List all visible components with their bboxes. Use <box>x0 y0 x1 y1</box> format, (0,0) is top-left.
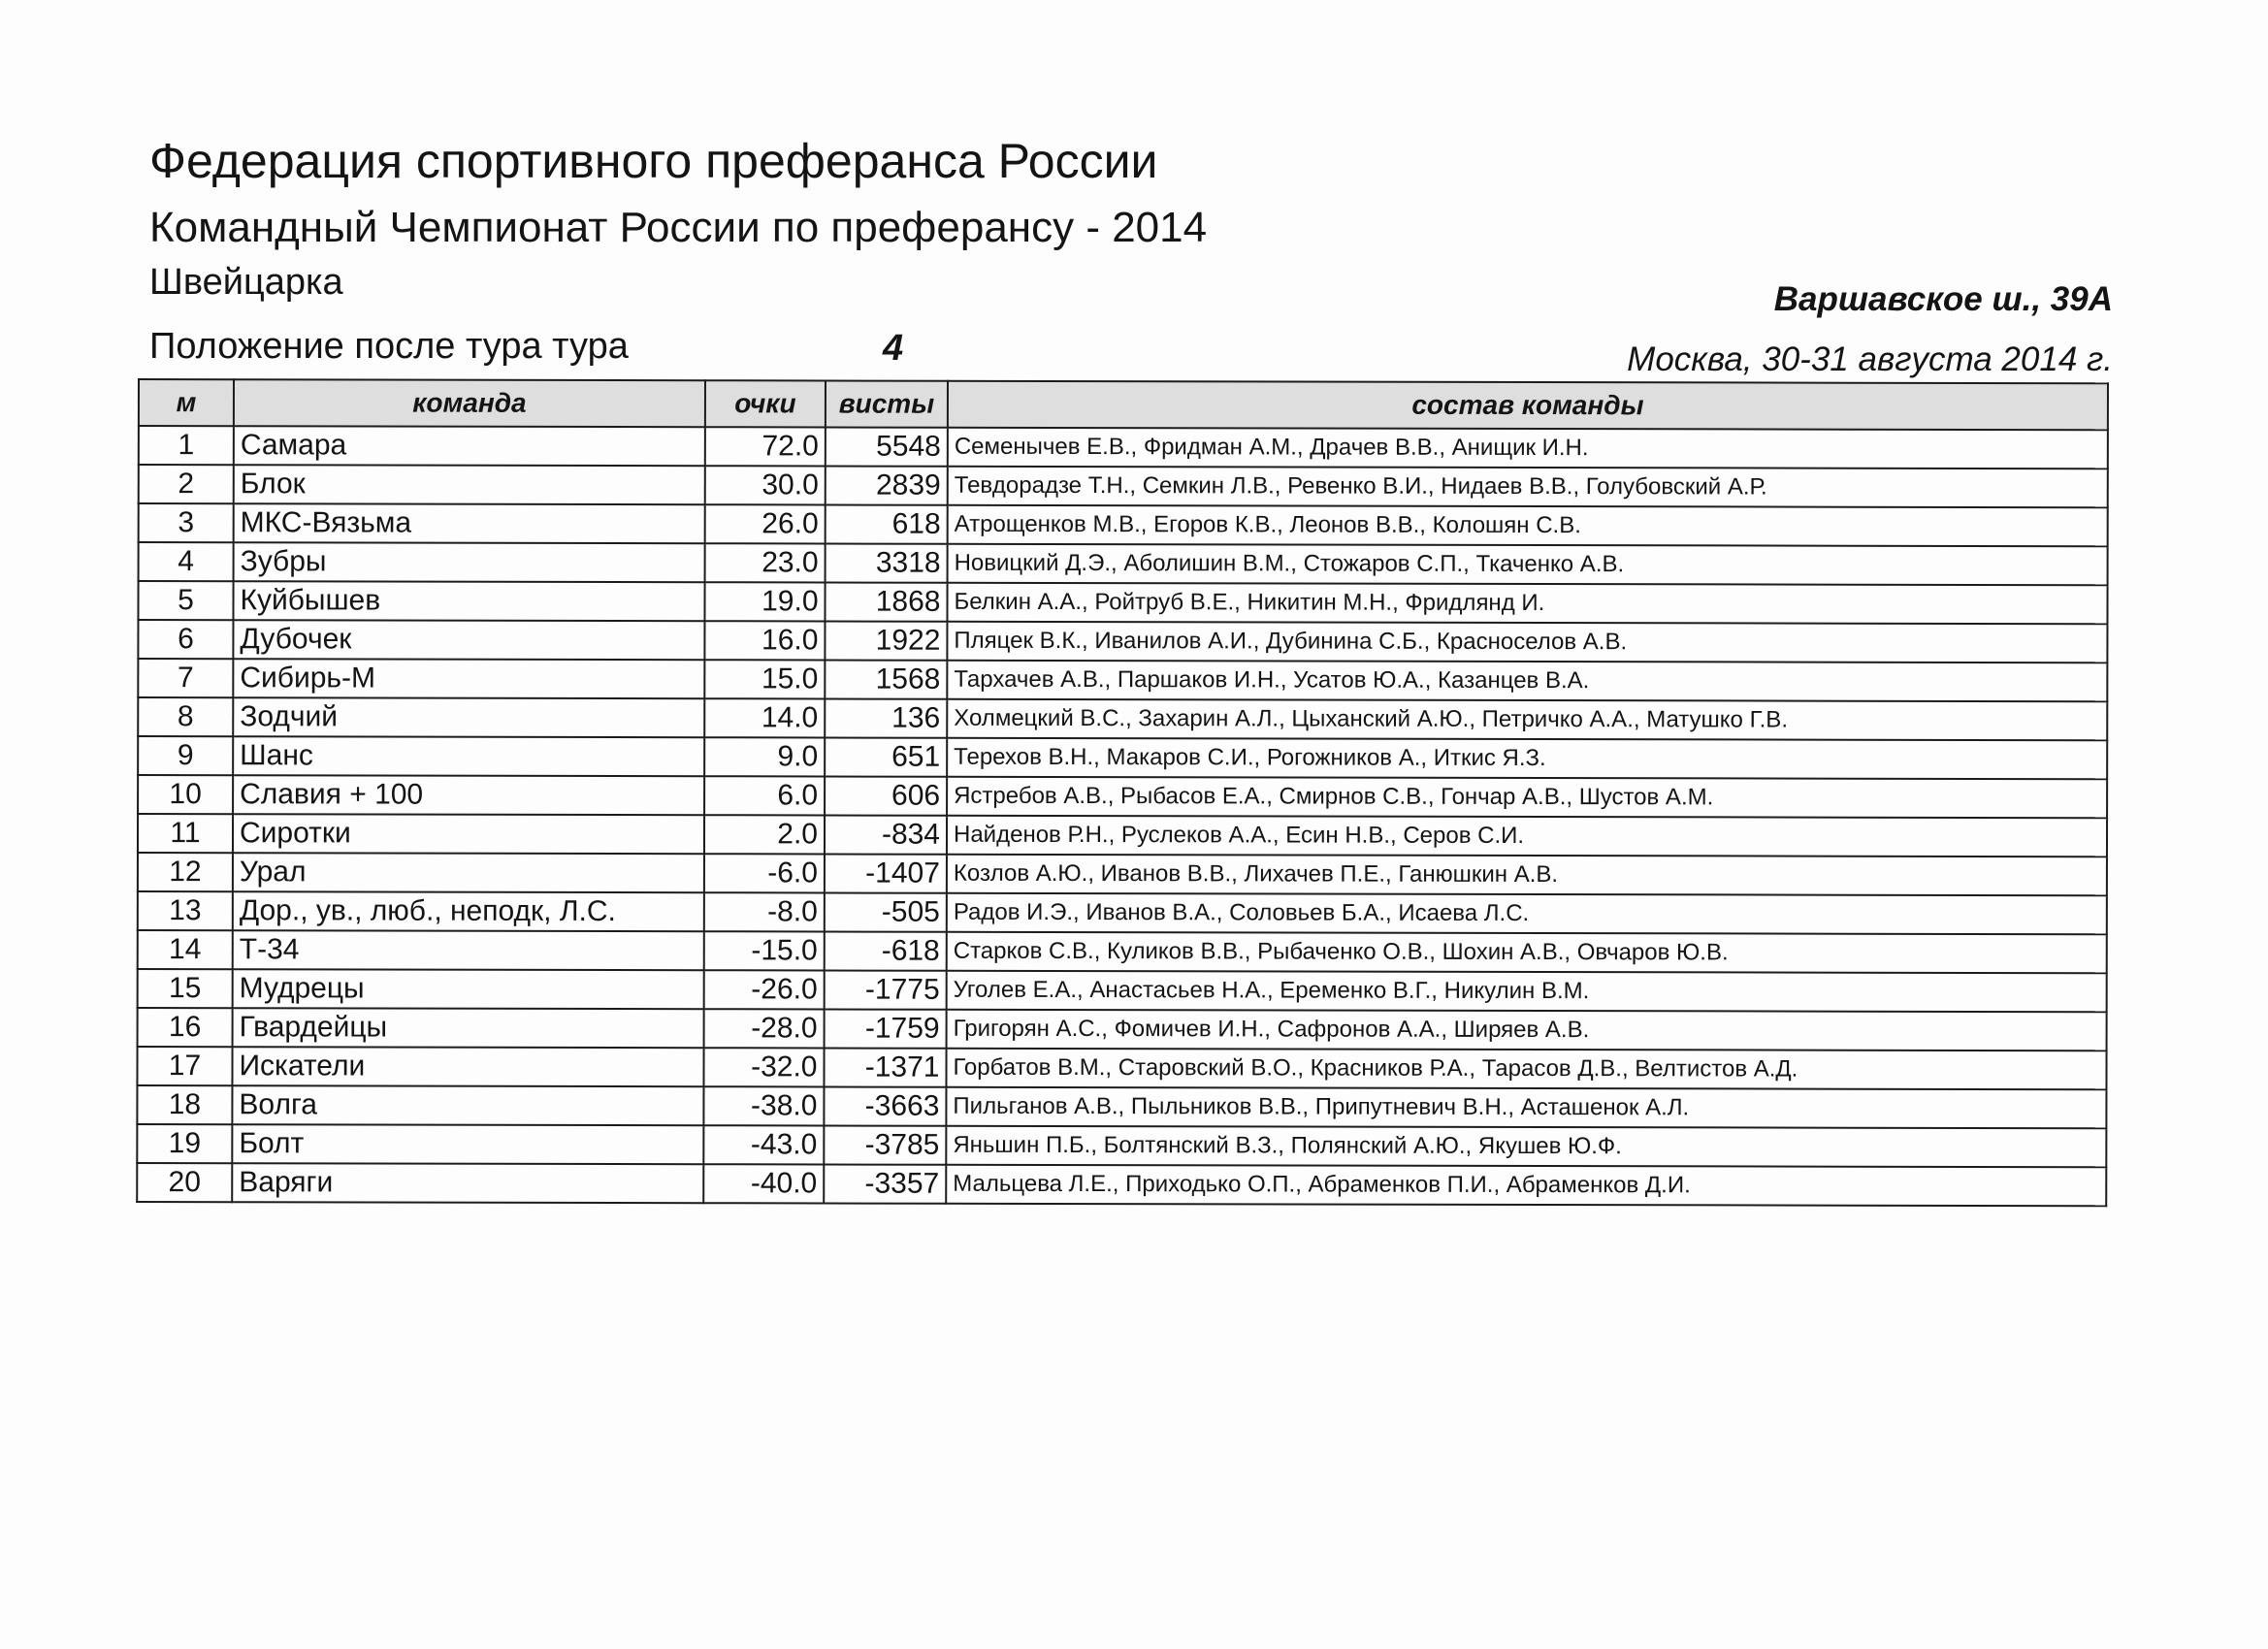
place-cell: 16 <box>138 1008 233 1047</box>
roster-cell: Уголев Е.А., Анастасьев Н.А., Еременко В.Г., Никулин В.М. <box>947 971 2107 1013</box>
points-cell: 14.0 <box>704 698 825 737</box>
points-cell: 26.0 <box>705 504 826 543</box>
table-row <box>138 930 2107 973</box>
points-cell: 72.0 <box>705 427 826 466</box>
roster-cell: Найденов Р.Н., Руслеков А.А., Есин Н.В., Серов С.И. <box>947 816 2107 857</box>
points-cell: -38.0 <box>703 1086 824 1125</box>
points-cell: 30.0 <box>705 466 826 504</box>
header-roster: состав команды <box>948 381 2108 431</box>
table-header-row <box>139 379 2108 430</box>
table-row <box>137 1124 2106 1167</box>
whists-cell: 651 <box>825 737 947 776</box>
place-cell: 20 <box>137 1163 232 1202</box>
place-cell: 1 <box>139 426 234 465</box>
place-cell: 14 <box>138 930 233 969</box>
team-cell: Варяги <box>232 1163 703 1203</box>
whists-cell: 606 <box>825 776 947 815</box>
table-row <box>139 465 2108 507</box>
team-cell: Зубры <box>234 542 705 582</box>
points-cell: 15.0 <box>704 660 825 698</box>
whists-cell: 136 <box>825 698 947 737</box>
roster-cell: Белкин А.А., Ройтруб В.Е., Никитин М.Н., Фридлянд И. <box>947 583 2107 625</box>
team-cell: Волга <box>232 1085 703 1125</box>
team-cell: МКС-Вязьма <box>234 503 705 543</box>
table-row <box>137 1085 2106 1128</box>
whists-cell: -3357 <box>824 1164 946 1203</box>
team-cell: Самара <box>234 426 705 466</box>
team-cell: Блок <box>234 465 705 504</box>
team-cell: Мудрецы <box>233 969 704 1009</box>
team-cell: Дубочек <box>233 620 704 660</box>
whists-cell: -3785 <box>824 1125 946 1164</box>
whists-cell: -3663 <box>824 1086 946 1125</box>
whists-cell: 1922 <box>825 621 947 660</box>
table-row <box>138 1008 2107 1051</box>
whists-cell: -834 <box>825 815 947 854</box>
team-cell: Куйбышев <box>233 581 704 621</box>
table-row <box>139 426 2108 469</box>
roster-cell: Ястребов А.В., Рыбасов Е.А., Смирнов С.В., Гончар А.В., Шустов А.М. <box>947 777 2107 819</box>
roster-cell: Козлов А.Ю., Иванов В.В., Лихачев П.Е., Ганюшкин А.В. <box>947 855 2107 896</box>
system-label: Швейцарка <box>149 262 343 303</box>
roster-cell: Старков С.В., Куликов В.В., Рыбаченко О.В., Шохин А.В., Овчаров Ю.В. <box>947 932 2107 974</box>
place-cell: 19 <box>137 1124 232 1163</box>
standings-body <box>137 426 2108 1206</box>
whists-cell: 3318 <box>826 543 948 582</box>
roster-cell: Семенычев Е.В., Фридман А.М., Драчев В.В., Анищик И.Н. <box>948 428 2108 469</box>
roster-cell: Мальцева Л.Е., Приходько О.П., Абраменков П.И., Абраменков Д.И. <box>946 1165 2106 1207</box>
table-row <box>138 581 2107 624</box>
whists-cell: -1759 <box>825 1009 947 1048</box>
whists-cell: 618 <box>826 504 948 543</box>
whists-cell: 2839 <box>826 466 948 504</box>
roster-cell: Пляцек В.К., Иванилов А.И., Дубинина С.Б., Красноселов А.В. <box>947 622 2107 663</box>
header-place: м <box>139 379 234 426</box>
round-number: 4 <box>883 328 904 369</box>
standings-label: Положение после тура тура <box>149 326 629 367</box>
roster-cell: Новицкий Д.Э., Аболишин В.М., Стожаров С.П., Ткаченко А.В. <box>948 544 2108 586</box>
points-cell: -15.0 <box>704 931 825 970</box>
whists-cell: 1868 <box>825 582 947 621</box>
points-cell: -28.0 <box>704 1009 825 1048</box>
points-cell: 9.0 <box>704 737 825 776</box>
points-cell: 2.0 <box>704 815 825 854</box>
team-cell: Славия + 100 <box>233 775 704 815</box>
points-cell: -6.0 <box>704 854 825 892</box>
points-cell: -43.0 <box>703 1125 824 1164</box>
roster-cell: Яньшин П.Б., Болтянский В.З., Полянский А.Ю., Якушев Ю.Ф. <box>946 1126 2106 1168</box>
place-cell: 11 <box>138 814 233 853</box>
team-cell: Дор., ув., люб., неподк, Л.С. <box>233 891 704 931</box>
championship-title: Командный Чемпионат России по преферансу - 2014 <box>149 204 1208 251</box>
whists-cell: -1775 <box>825 970 947 1009</box>
place-cell: 8 <box>138 697 233 736</box>
team-cell: Гвардейцы <box>233 1008 704 1048</box>
whists-cell: 5548 <box>826 427 948 466</box>
table-row <box>138 775 2107 818</box>
table-row <box>137 1163 2106 1206</box>
place-cell: 2 <box>139 465 234 503</box>
place-cell: 9 <box>138 736 233 775</box>
roster-cell: Горбатов В.М., Старовский В.О., Красников Р.А., Тарасов Д.В., Велтистов А.Д. <box>946 1049 2106 1090</box>
place-cell: 10 <box>138 775 233 814</box>
whists-cell: -1371 <box>824 1048 946 1086</box>
table-row <box>138 736 2107 779</box>
team-cell: Т-34 <box>233 930 704 970</box>
place-cell: 6 <box>138 620 233 659</box>
table-row <box>137 1047 2106 1089</box>
table-row <box>138 620 2107 663</box>
roster-cell: Григорян А.С., Фомичев И.Н., Сафронов А.А., Ширяев А.В. <box>947 1010 2107 1051</box>
roster-cell: Холмецкий В.С., Захарин А.Л., Цыханский А.Ю., Петричко А.А., Матушко Г.В. <box>947 699 2107 741</box>
roster-cell: Терехов В.Н., Макаров С.И., Рогожников А., Иткис Я.З. <box>947 738 2107 780</box>
whists-cell: -505 <box>825 892 947 931</box>
points-cell: 19.0 <box>704 582 825 621</box>
team-cell: Искатели <box>232 1047 703 1086</box>
place-cell: 4 <box>139 542 234 581</box>
header-points: очки <box>705 380 826 427</box>
points-cell: -40.0 <box>703 1164 824 1203</box>
table-row <box>138 891 2107 934</box>
place-cell: 5 <box>138 581 233 620</box>
table-row <box>138 697 2107 740</box>
whists-cell: -1407 <box>825 854 947 892</box>
place-cell: 7 <box>138 659 233 697</box>
points-cell: -26.0 <box>704 970 825 1009</box>
team-cell: Болт <box>232 1124 703 1164</box>
place-cell: 12 <box>138 853 233 891</box>
whists-cell: 1568 <box>825 660 947 698</box>
place-cell: 17 <box>137 1047 232 1085</box>
roster-cell: Пильганов А.В., Пыльников В.В., Припутневич В.Н., Асташенок А.Л. <box>946 1087 2106 1129</box>
venue-address: Варшавское ш., 39А <box>1773 280 2113 318</box>
table-row <box>139 542 2108 585</box>
points-cell: 16.0 <box>704 621 825 660</box>
place-cell: 3 <box>139 503 234 542</box>
team-cell: Урал <box>233 853 704 892</box>
team-cell: Сиротки <box>233 814 704 854</box>
table-row <box>139 503 2108 546</box>
points-cell: 6.0 <box>704 776 825 815</box>
header-team: команда <box>234 379 705 427</box>
points-cell: -32.0 <box>703 1048 824 1086</box>
table-row <box>138 814 2107 857</box>
federation-title: Федерация спортивного преферанса России <box>149 134 1158 188</box>
points-cell: 23.0 <box>705 543 826 582</box>
place-cell: 18 <box>137 1085 232 1124</box>
team-cell: Шанс <box>233 736 704 776</box>
roster-cell: Тархачев А.В., Паршаков И.Н., Усатов Ю.А., Казанцев В.А. <box>947 661 2107 702</box>
place-cell: 13 <box>138 891 233 930</box>
standings-table <box>136 378 2109 1207</box>
city-date: Москва, 30-31 августа 2014 г. <box>1627 340 2113 378</box>
team-cell: Зодчий <box>233 697 704 737</box>
points-cell: -8.0 <box>704 892 825 931</box>
header-whists: висты <box>826 380 948 427</box>
place-cell: 15 <box>138 969 233 1008</box>
table-row <box>138 969 2107 1012</box>
table-row <box>138 659 2107 701</box>
whists-cell: -618 <box>825 931 947 970</box>
roster-cell: Атрощенков М.В., Егоров К.В., Леонов В.В., Колошян С.В. <box>948 505 2108 547</box>
roster-cell: Радов И.Э., Иванов В.А., Соловьев Б.А., Исаева Л.С. <box>947 893 2107 935</box>
roster-cell: Тевдорадзе Т.Н., Семкин Л.В., Ревенко В.И., Нидаев В.В., Голубовский А.Р. <box>948 467 2108 508</box>
table-row <box>138 853 2107 895</box>
team-cell: Сибирь-М <box>233 659 704 698</box>
